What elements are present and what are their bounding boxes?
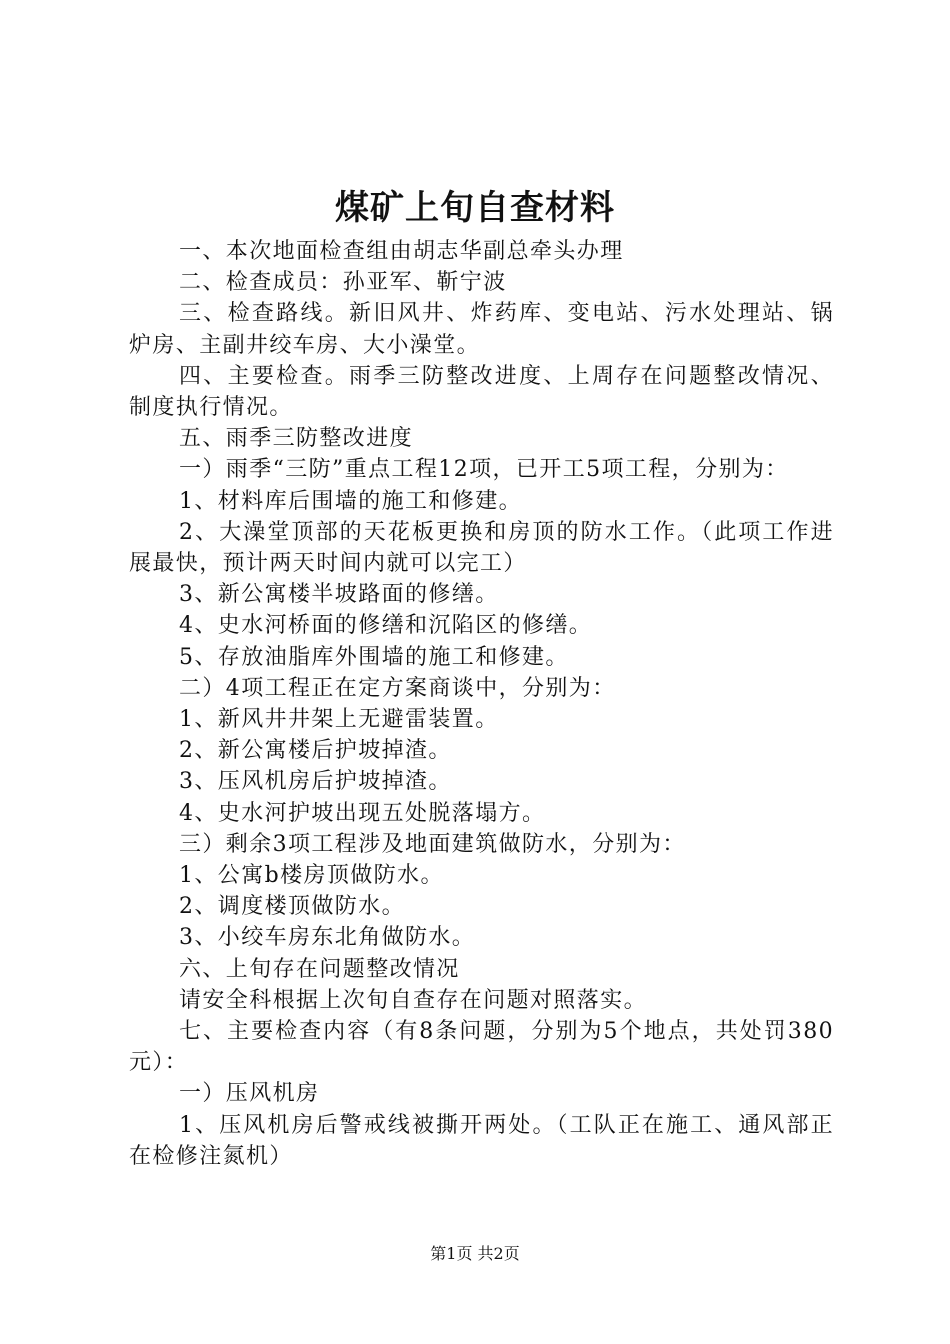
paragraph: 1、材料库后围墙的施工和修建。 xyxy=(179,488,522,514)
paragraph: 四、主要检查。雨季三防整改进度、上周存在问题整改情况、制度执行情况。 xyxy=(129,363,834,421)
paragraph: 1、压风机房后警戒线被撕开两处。（工队正在施工、通风部正在检修注氮机） xyxy=(129,1112,834,1169)
document-body xyxy=(129,236,834,1172)
paragraph: 三、检查路线。新旧风井、炸药库、变电站、污水处理站、锅炉房、主副井绞车房、大小澡堂。 xyxy=(129,301,834,358)
paragraph: 六、上旬存在问题整改情况 xyxy=(179,956,460,982)
paragraph: 3、新公寓楼半坡路面的修缮。 xyxy=(179,582,499,608)
paragraph: 一）雨季“三防”重点工程12项，已开工5项工程，分别为： xyxy=(179,457,789,483)
paragraph: 2、大澡堂顶部的天花板更换和房顶的防水工作。（此项工作进展最快，预计两天时间内就可以完工） xyxy=(129,519,834,577)
paragraph: 二）4项工程正在定方案商谈中，分别为： xyxy=(179,675,616,701)
document-title: 煤矿上旬自查材料 xyxy=(335,188,615,228)
paragraph: 2、新公寓楼后护坡掉渣。 xyxy=(179,738,452,764)
paragraph: 3、小绞车房东北角做防水。 xyxy=(179,925,476,951)
paragraph: 一、本次地面检查组由胡志华副总牵头办理 xyxy=(179,239,624,264)
paragraph: 4、史水河桥面的修缮和沉陷区的修缮。 xyxy=(179,613,593,639)
paragraph: 2、调度楼顶做防水。 xyxy=(179,894,405,920)
page-footer: 第1页 共2页 xyxy=(430,1244,520,1263)
paragraph: 五、雨季三防整改进度 xyxy=(179,426,414,452)
paragraph: 三）剩余3项工程涉及地面建筑做防水，分别为： xyxy=(179,831,686,857)
paragraph: 一）压风机房 xyxy=(179,1081,320,1107)
paragraph: 1、公寓b楼房顶做防水。 xyxy=(179,863,444,889)
paragraph: 5、存放油脂库外围墙的施工和修建。 xyxy=(179,644,569,670)
paragraph: 3、压风机房后护坡掉渣。 xyxy=(179,769,452,795)
paragraph: 1、新风井井架上无避雷装置。 xyxy=(179,707,499,733)
paragraph: 七、主要检查内容（有8条问题，分别为5个地点，共处罚380元）： xyxy=(129,1019,834,1076)
paragraph: 请安全科根据上次旬自查存在问题对照落实。 xyxy=(179,987,648,1013)
paragraph: 4、史水河护坡出现五处脱落塌方。 xyxy=(179,800,546,826)
paragraph: 二、检查成员：孙亚军、靳宁波 xyxy=(179,270,507,296)
